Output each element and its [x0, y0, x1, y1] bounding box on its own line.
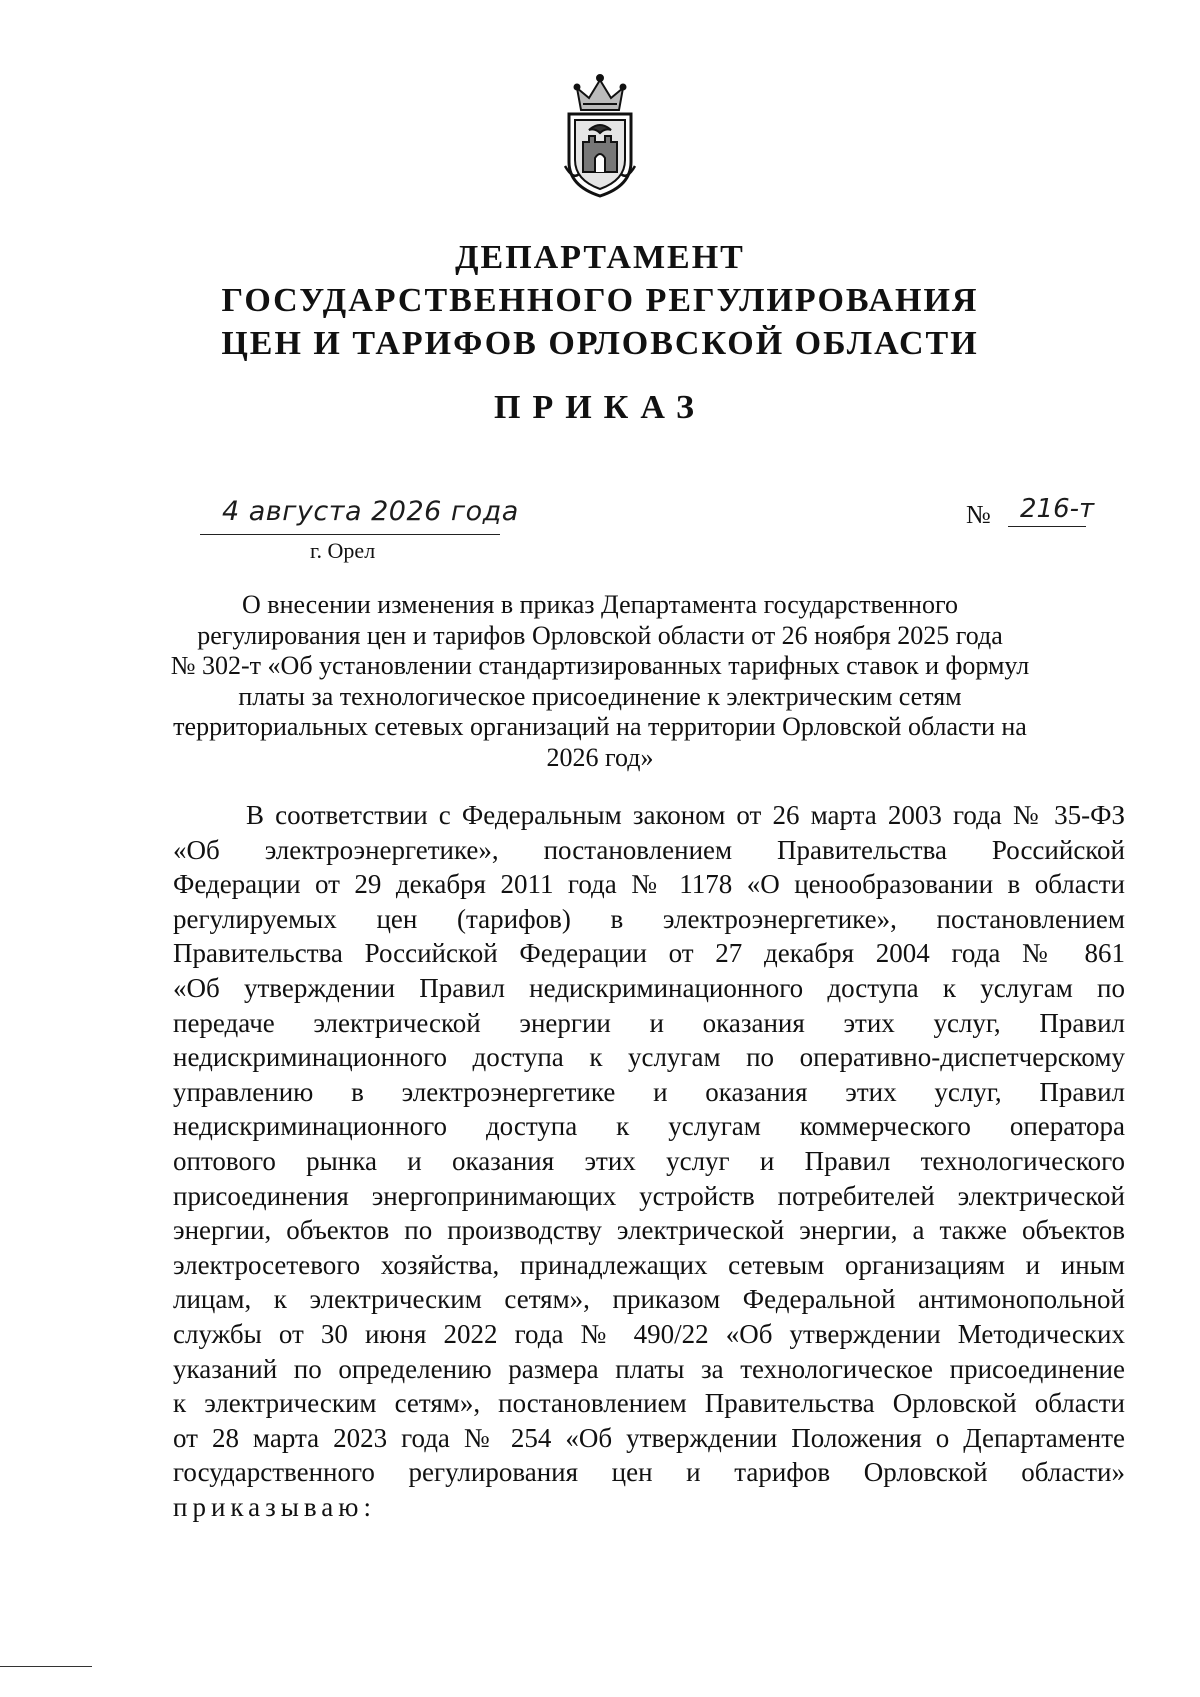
department-title-line-3: ЦЕН И ТАРИФОВ ОРЛОВСКОЙ ОБЛАСТИ: [221, 325, 979, 362]
document-type-heading: ПРИКАЗ: [494, 389, 706, 426]
body-line: «Об электроэнергетике», постановлением Правительства Российской: [173, 834, 1125, 865]
subject-line: О внесении изменения в приказ Департамента государственного: [242, 590, 958, 619]
body-line: регулируемых цен (тарифов) в электроэнергетике», постановлением: [173, 903, 1125, 934]
body-line: лицам, к электрическим сетям», приказом Федеральной антимонопольной: [173, 1284, 1125, 1315]
body-line: указаний по определению размера платы за технологическое присоединение: [173, 1353, 1125, 1384]
body-line: «Об утверждении Правил недискриминационного доступа к услугам по: [173, 972, 1125, 1003]
body-line: электросетевого хозяйства, принадлежащих сетевым организациям и иным: [173, 1249, 1125, 1280]
department-title-line-1: ДЕПАРТАМЕНТ: [455, 239, 745, 276]
footnote-divider: [0, 1666, 92, 1667]
body-line: присоединения энергопринимающих устройств потребителей электрической: [173, 1180, 1125, 1211]
preamble-paragraph: [173, 798, 1125, 1524]
handwritten-date: 4 августа 2026 года: [222, 496, 519, 527]
subject-line: регулирования цен и тарифов Орловской области от 26 ноября 2025 года: [197, 620, 1003, 650]
department-title-line-2: ГОСУДАРСТВЕННОГО РЕГУЛИРОВАНИЯ: [221, 282, 979, 319]
subject-line: платы за технологическое присоединение к электрическим сетям: [238, 681, 962, 711]
body-line: управлению в электроэнергетике и оказания этих услуг, Правил: [173, 1076, 1125, 1107]
city-label: г. Орел: [310, 538, 376, 563]
order-subject: [150, 590, 1050, 773]
subject-line: территориальных сетевых организаций на территории Орловской области на: [173, 712, 1027, 741]
body-line: службы от 30 июня 2022 года № 490/22 «Об утверждении Методических: [173, 1318, 1125, 1349]
body-line: Правительства Российской Федерации от 27 декабря 2004 года № 861: [173, 938, 1125, 969]
date-field: [200, 492, 519, 535]
order-word: приказываю:: [173, 1491, 376, 1522]
department-title: [150, 236, 1050, 365]
subject-line: № 302-т «Об установлении стандартизированных тарифных ставок и формул: [170, 651, 1030, 680]
body-line: недискриминационного доступа к услугам по оперативно-диспетчерскому: [173, 1042, 1125, 1073]
body-line: государственного регулирования цен и тарифов Орловской области»: [173, 1457, 1125, 1488]
subject-line: 2026 год»: [546, 742, 654, 772]
handwritten-number: 216-т: [1020, 494, 1095, 524]
number-label: №: [966, 500, 991, 529]
body-line: недискриминационного доступа к услугам коммерческого оператора: [173, 1111, 1125, 1142]
body-line: к электрическим сетям», постановлением Правительства Орловской области: [173, 1388, 1125, 1419]
body-line: Федерации от 29 декабря 2011 года № 1178 «О ценообразовании в области: [173, 869, 1125, 900]
number-field: [1008, 492, 1095, 527]
body-line: В соответствии с Федеральным законом от 26 марта 2003 года № 35-ФЗ: [246, 800, 1125, 830]
body-line: оптового рынка и оказания этих услуг и Правил технологического: [173, 1145, 1125, 1176]
coat-of-arms-emblem: [559, 70, 641, 200]
body-line: энергии, объектов по производству электрической энергии, а также объектов: [173, 1215, 1125, 1246]
body-line: передаче электрической энергии и оказания этих услуг, Правил: [173, 1007, 1125, 1038]
body-line: от 28 марта 2023 года № 254 «Об утверждении Положения о Департаменте: [173, 1422, 1125, 1453]
